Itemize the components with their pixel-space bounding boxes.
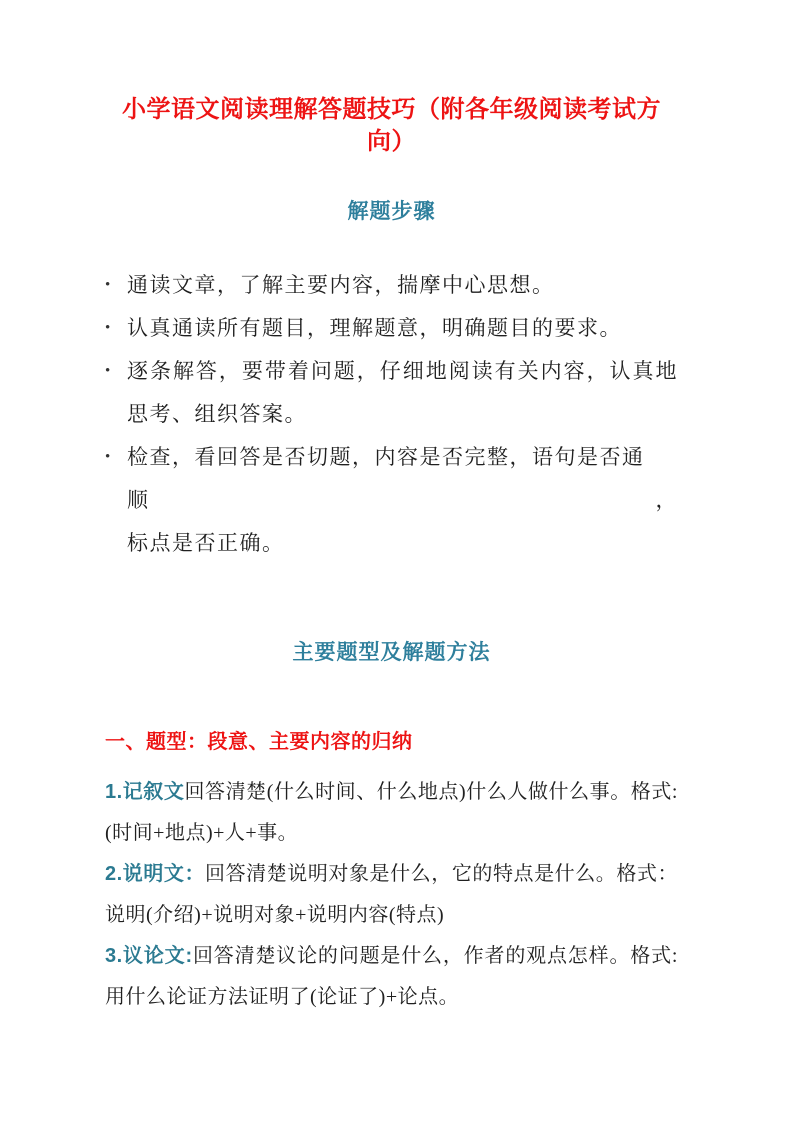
- step-text: 通读文章，了解主要内容，揣摩中心思想。: [127, 273, 555, 297]
- type-item-argumentative: [105, 936, 678, 977]
- step-text-continued: 标点是否正确。: [127, 531, 285, 555]
- type-format-narrative: (时间+地点)+人+事。: [105, 822, 299, 844]
- step-text: 检查，看回答是否切题，内容是否完整，语句是否通顺，: [127, 445, 678, 512]
- type-body-expository: 回答清楚说明对象是什么，它的特点是什么。格式：: [205, 863, 678, 885]
- list-item: [105, 264, 678, 307]
- type-lead-narrative: 1.记叙文: [105, 781, 185, 803]
- bullet-icon: •: [105, 320, 111, 336]
- step-text-continued: 思考、组织答案。: [127, 402, 307, 426]
- type-body-argumentative: 回答清楚议论的问题是什么，作者的观点怎样。格式:: [192, 945, 678, 967]
- list-item: [105, 350, 678, 436]
- steps-list: [105, 264, 678, 565]
- subheading-type-one: 一、题型：段意、主要内容的归纳: [105, 731, 413, 753]
- type-lead-argumentative: 3.议论文:: [105, 945, 193, 967]
- section-heading-question-types: 主要题型及解题方法: [292, 641, 491, 664]
- bullet-icon: •: [105, 449, 111, 465]
- bullet-icon: •: [105, 277, 111, 293]
- type-item-narrative: [105, 772, 678, 813]
- type-item-expository: [105, 854, 678, 895]
- bullet-icon: •: [105, 363, 111, 379]
- list-item: [105, 307, 678, 350]
- type-lead-expository: 2.说明文：: [105, 863, 206, 885]
- type-format-expository: 说明(介绍)+说明对象+说明内容(特点): [105, 904, 445, 926]
- page-title: 小学语文阅读理解答题技巧（附各年级阅读考试方向）: [122, 96, 661, 155]
- type-format-argumentative: 用什么论证方法证明了(论证了)+论点。: [105, 986, 460, 1008]
- step-text: 逐条解答，要带着问题，仔细地阅读有关内容，认真地: [127, 359, 678, 383]
- types-block: [105, 772, 678, 1018]
- step-text: 认真通读所有题目，理解题意，明确题目的要求。: [127, 316, 622, 340]
- type-body-narrative: 回答清楚(什么时间、什么地点)什么人做什么事。格式:: [184, 781, 678, 803]
- list-item: [105, 436, 678, 565]
- subtitle-steps-heading: 解题步骤: [347, 200, 436, 223]
